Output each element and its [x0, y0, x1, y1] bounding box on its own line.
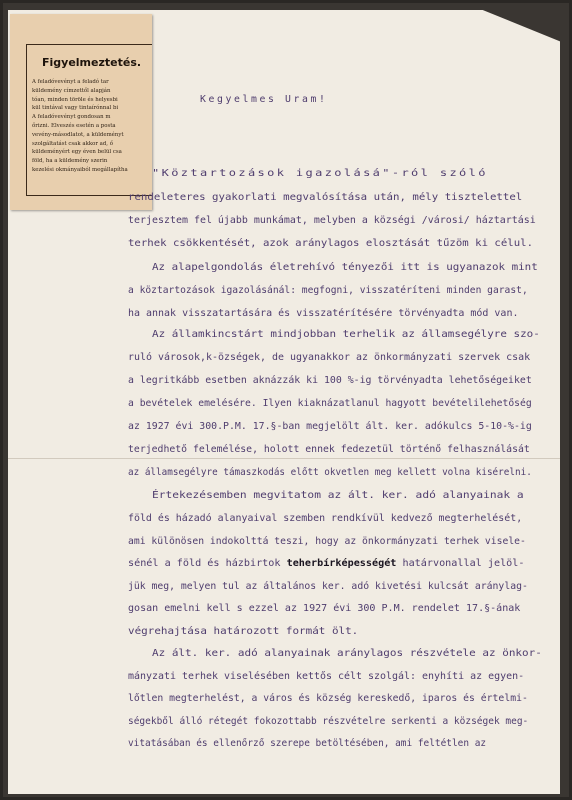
letter-line: [128, 738, 486, 749]
notice-line: küldeményért egy éven belül csa: [32, 149, 122, 156]
letter-line: [128, 603, 520, 614]
letter-line: [128, 285, 528, 296]
notice-body: [32, 78, 152, 175]
letter-line: [128, 536, 526, 547]
letter-line-text: gosan emelni kell s ezzel az 1927 évi 300 P.M. rendelet 17.§-ának: [128, 603, 521, 614]
letter-line-text: Értekezésemben megvitatom az ált. ker. adó alanyainak a: [152, 490, 524, 501]
letter-line-text: Az alapelgondolás életrehívó tényezői itt is ugyanazok mint: [152, 262, 538, 273]
letter-line: [128, 192, 522, 203]
notice-line: tóan, minden töröle és helyesbi: [32, 96, 118, 103]
notice-line: vevény-másodlatot, a küldeményt: [32, 131, 124, 138]
letter-line: [128, 716, 528, 727]
letter-line: [152, 262, 538, 273]
letter-line: [128, 671, 524, 682]
letter-line-text: a bevételek emelésére. Ilyen kiaknázatlanul hagyott bevételilehetőség: [128, 398, 532, 409]
letter-line: [128, 467, 532, 478]
letter-line-text: föld és házadó alanyaival szemben rendkívül kedvező megterhelését,: [128, 513, 523, 524]
letter-line: [128, 375, 532, 386]
letter-line-text: az államsegélyre támaszkodás előtt okvetlen meg kellett volna kisérelni.: [128, 467, 532, 478]
letter-line: [152, 490, 524, 501]
letter-line: [152, 168, 488, 179]
letter-line: [128, 693, 528, 704]
letter-line-text: ségekből álló rétegét fokozottabb részvételre serkenti a községek meg-: [128, 716, 529, 727]
letter-line: [128, 398, 532, 409]
letter-line-text: ami különösen indokolttá teszi, hogy az önkormányzati terhek visele-: [128, 536, 526, 547]
letter-line: [128, 444, 530, 455]
letter-line: [152, 329, 540, 340]
salutation: Kegyelmes Uram!: [200, 94, 328, 105]
paper-fold: [8, 458, 560, 459]
notice-line: föld, ha a küldemény szerin: [32, 158, 108, 165]
letter-line-text: "Köztartozások igazolásá"-ról szóló: [152, 168, 488, 179]
notice-line: küldemény címzettől alapján: [32, 87, 111, 94]
letter-line-text: Az ált. ker. adó alanyainak aránylagos részvétele az önkor-: [152, 648, 542, 659]
letter-line-text: rendeleteres gyakorlati megvalósítása után, mély tisztelettel: [128, 192, 523, 203]
letter-line: [128, 238, 533, 249]
letter-line-text: terhek csökkentését, azok aránylagos elosztását tűzöm ki célul.: [128, 238, 534, 249]
letter-line-text: ruló városok,k-özségek, de ugyanakkor az önkormányzati szervek csak: [128, 352, 531, 363]
letter-line-text: ha annak visszatartására és visszatérítésére törvényadta mód van.: [128, 308, 519, 319]
notice-line: A feladóvevényt gondosan m: [32, 114, 111, 121]
letter-line: [128, 308, 518, 319]
letter-line: [128, 215, 536, 226]
letter-line-text: az 1927 évi 300.P.M. 17.§-ban megjelölt ált. ker. adókulcs 5-10-%-ig: [128, 421, 532, 432]
letter-line-text: vitatásában és ellenőrző szerepe betöltésében, ami feltétlen az: [128, 738, 487, 749]
letter-line: [128, 513, 522, 524]
letter-line-text: jük meg, melyen tul az általános ker. adó kivetési kulcsát aránylag-: [128, 581, 528, 592]
letter-line: [128, 558, 524, 569]
letter-line: [152, 648, 542, 659]
letter-line-text: lőtlen megterhelést, a város és község kereskedő, iparos és értelmi-: [128, 693, 528, 704]
letter-line-text: Az államkincstárt mindjobban terhelik az államsegélyre szo-: [152, 329, 540, 340]
notice-strip: [10, 14, 152, 210]
letter-line-text: sénél a föld és házbirtok: [128, 558, 287, 569]
letter-line-text: határvonallal jelöl-: [396, 558, 525, 569]
notice-line: kül tintával vagy tintaírónnal bi: [32, 105, 119, 112]
bold-term: teherbírképességét: [286, 558, 397, 569]
notice-line: szolgáltatást csak akkor ad, ő: [32, 140, 113, 147]
notice-line: őrizni. Elveszés esetén a posta: [32, 122, 116, 129]
letter-line: [128, 581, 528, 592]
letter-line-text: végrehajtása határozott formát ölt.: [128, 626, 359, 637]
letter-line-text: a legritkább esetben aknázzák ki 100 %-ig törvényadta lehetőségeiket: [128, 375, 532, 386]
notice-line: kezelési okmányaiból megállapítha: [32, 166, 128, 173]
letter-line-text: a köztartozások igazolásánál: megfogni, visszatéríteni minden garast,: [128, 285, 528, 296]
letter-line-text: terjesztem fel újabb munkámat, melyben a községi /városi/ háztartási: [128, 215, 536, 226]
letter-line: [128, 352, 530, 363]
letter-line: [128, 626, 358, 637]
notice-line: A feladóvevényt a feladó tar: [32, 79, 109, 85]
letter-line: [128, 421, 532, 432]
letter-line-text: terjedhető felemélése, holott ennek fedezetül történő felhasználását: [128, 444, 530, 455]
notice-title: Figyelmeztetés.: [42, 56, 142, 69]
letter-line-text: mányzati terhek viselésében kettős célt szolgál: enyhíti az egyen-: [128, 671, 525, 682]
